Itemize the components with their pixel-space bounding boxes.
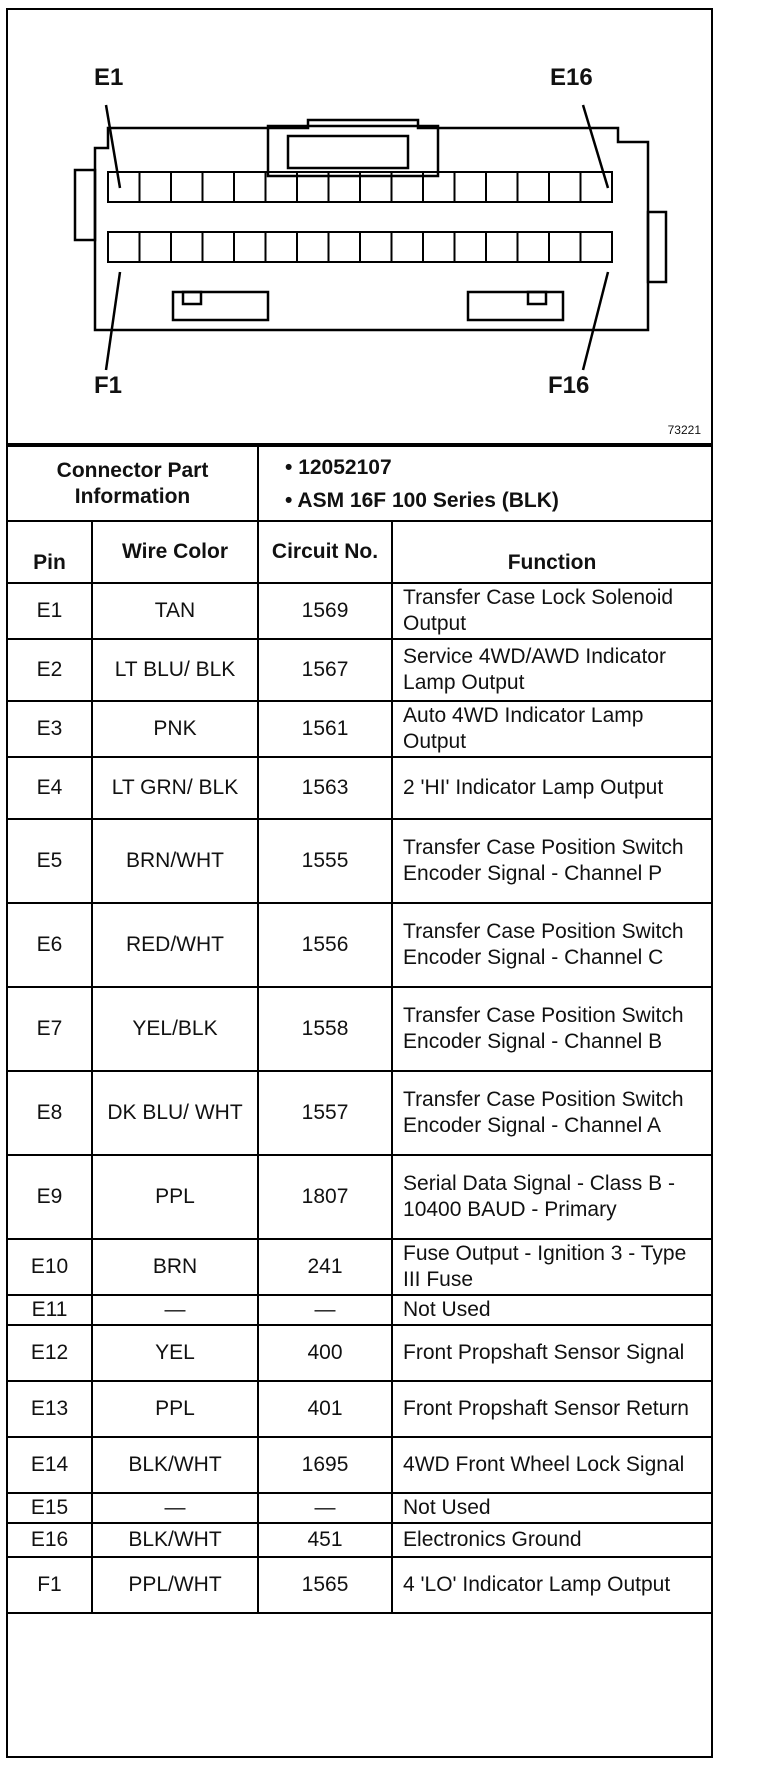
- function-cell: Service 4WD/AWD Indicator Lamp Output: [392, 639, 711, 701]
- circuit-cell: 1567: [258, 639, 392, 701]
- table-row: [8, 987, 711, 1071]
- function-cell: Not Used: [392, 1295, 711, 1325]
- table-row: [8, 757, 711, 819]
- function-cell: Not Used: [392, 1493, 711, 1523]
- function-cell: Transfer Case Position Switch Encoder Signal - Channel B: [392, 987, 711, 1071]
- table-row: [8, 1155, 711, 1239]
- connector-cavity: [360, 232, 392, 262]
- circuit-cell: 1563: [258, 757, 392, 819]
- connector-cavity: [455, 172, 487, 202]
- connector-cavity: [108, 172, 140, 202]
- function-cell: Serial Data Signal - Class B - 10400 BAUD - Primary: [392, 1155, 711, 1239]
- function-cell: Front Propshaft Sensor Signal: [392, 1325, 711, 1381]
- function-cell: Electronics Ground: [392, 1523, 711, 1557]
- circuit-cell: 1569: [258, 583, 392, 639]
- pin-cell: E2: [8, 639, 92, 701]
- connector-diagram: [8, 10, 711, 445]
- connector-cavity: [486, 232, 518, 262]
- header-function: Function: [392, 521, 711, 583]
- function-cell: 2 'HI' Indicator Lamp Output: [392, 757, 711, 819]
- wire-color-cell: —: [92, 1295, 258, 1325]
- pin-cell: E11: [8, 1295, 92, 1325]
- table-row: [8, 1325, 711, 1381]
- circuit-cell: 1555: [258, 819, 392, 903]
- label-f1: F1: [94, 372, 123, 399]
- connector-cavity: [203, 232, 235, 262]
- connector-cavity: [171, 232, 203, 262]
- function-cell: 4WD Front Wheel Lock Signal: [392, 1437, 711, 1493]
- connector-cavity: [518, 172, 550, 202]
- connector-cavity: [423, 232, 455, 262]
- connector-cavity: [581, 232, 613, 262]
- function-cell: 4 'LO' Indicator Lamp Output: [392, 1557, 711, 1613]
- wire-color-cell: RED/WHT: [92, 903, 258, 987]
- pin-cell: E13: [8, 1381, 92, 1437]
- table-row: [8, 1295, 711, 1325]
- function-cell: Front Propshaft Sensor Return: [392, 1381, 711, 1437]
- header-pin: Pin: [8, 521, 92, 583]
- table-row: [8, 639, 711, 701]
- table-row: [8, 1381, 711, 1437]
- connector-cavity: [234, 232, 266, 262]
- circuit-cell: 241: [258, 1239, 392, 1295]
- pin-cell: E7: [8, 987, 92, 1071]
- wire-color-cell: DK BLU/ WHT: [92, 1071, 258, 1155]
- circuit-cell: 1556: [258, 903, 392, 987]
- pin-cell: E4: [8, 757, 92, 819]
- connector-info-values: [258, 446, 711, 521]
- pin-cell: E14: [8, 1437, 92, 1493]
- pin-cell: E6: [8, 903, 92, 987]
- connector-document: [6, 8, 713, 1758]
- connector-cavity: [140, 232, 172, 262]
- wire-color-cell: LT GRN/ BLK: [92, 757, 258, 819]
- pin-cell: E3: [8, 701, 92, 757]
- circuit-cell: —: [258, 1493, 392, 1523]
- label-e1: E1: [94, 64, 124, 91]
- table-row: [8, 1239, 711, 1295]
- table-row: [8, 903, 711, 987]
- wire-color-cell: LT BLU/ BLK: [92, 639, 258, 701]
- circuit-cell: 401: [258, 1381, 392, 1437]
- wire-color-cell: YEL/BLK: [92, 987, 258, 1071]
- pin-cell: E8: [8, 1071, 92, 1155]
- connector-cavity: [203, 172, 235, 202]
- connector-cavity: [392, 232, 424, 262]
- table-row: [8, 819, 711, 903]
- label-e16: E16: [550, 64, 593, 91]
- header-wire-color: Wire Color: [92, 521, 258, 583]
- function-cell: Transfer Case Position Switch Encoder Signal - Channel A: [392, 1071, 711, 1155]
- table-row: [8, 1523, 711, 1557]
- connector-cavity: [234, 172, 266, 202]
- wire-color-cell: PNK: [92, 701, 258, 757]
- pin-cell: E10: [8, 1239, 92, 1295]
- wire-color-cell: —: [92, 1493, 258, 1523]
- pin-cell: F1: [8, 1557, 92, 1613]
- wire-color-cell: YEL: [92, 1325, 258, 1381]
- circuit-cell: 1807: [258, 1155, 392, 1239]
- table-row: [8, 701, 711, 757]
- circuit-cell: 1557: [258, 1071, 392, 1155]
- connector-cavity: [140, 172, 172, 202]
- pin-cell: E9: [8, 1155, 92, 1239]
- function-cell: Transfer Case Position Switch Encoder Signal - Channel C: [392, 903, 711, 987]
- connector-cavity: [171, 172, 203, 202]
- circuit-cell: 400: [258, 1325, 392, 1381]
- function-cell: Transfer Case Position Switch Encoder Signal - Channel P: [392, 819, 711, 903]
- connector-cavity: [486, 172, 518, 202]
- table-row: [8, 1437, 711, 1493]
- connector-cavity: [549, 172, 581, 202]
- table-row: [8, 583, 711, 639]
- connector-cavity: [455, 232, 487, 262]
- wire-color-cell: PPL/WHT: [92, 1557, 258, 1613]
- wire-color-cell: BLK/WHT: [92, 1523, 258, 1557]
- header-row: [8, 521, 711, 583]
- wire-color-cell: TAN: [92, 583, 258, 639]
- label-f16: F16: [548, 372, 590, 399]
- wire-color-cell: BLK/WHT: [92, 1437, 258, 1493]
- connector-cavity: [266, 232, 298, 262]
- pin-cell: E5: [8, 819, 92, 903]
- connector-series: • ASM 16F 100 Series (BLK): [285, 488, 559, 512]
- connector-info-row: [8, 446, 711, 521]
- connector-cavity: [297, 232, 329, 262]
- pin-cell: E1: [8, 583, 92, 639]
- figure-number: 73221: [667, 423, 701, 437]
- connector-cavity: [108, 232, 140, 262]
- circuit-cell: 1565: [258, 1557, 392, 1613]
- connector-info-label: Connector Part Information: [8, 446, 258, 521]
- circuit-cell: 1695: [258, 1437, 392, 1493]
- connector-cavity: [549, 232, 581, 262]
- wire-color-cell: PPL: [92, 1155, 258, 1239]
- header-circuit-no: Circuit No.: [258, 521, 392, 583]
- connector-cavity: [518, 232, 550, 262]
- function-cell: Auto 4WD Indicator Lamp Output: [392, 701, 711, 757]
- pin-cell: E16: [8, 1523, 92, 1557]
- connector-part-number: • 12052107: [285, 455, 392, 479]
- pinout-table: [8, 445, 711, 1614]
- function-cell: Fuse Output - Ignition 3 - Type III Fuse: [392, 1239, 711, 1295]
- circuit-cell: 1558: [258, 987, 392, 1071]
- circuit-cell: 451: [258, 1523, 392, 1557]
- function-cell: Transfer Case Lock Solenoid Output: [392, 583, 711, 639]
- table-row: [8, 1071, 711, 1155]
- wire-color-cell: PPL: [92, 1381, 258, 1437]
- pin-cell: E12: [8, 1325, 92, 1381]
- wire-color-cell: BRN/WHT: [92, 819, 258, 903]
- table-row: [8, 1493, 711, 1523]
- circuit-cell: —: [258, 1295, 392, 1325]
- circuit-cell: 1561: [258, 701, 392, 757]
- table-row: [8, 1557, 711, 1613]
- connector-cavity: [329, 232, 361, 262]
- wire-color-cell: BRN: [92, 1239, 258, 1295]
- pin-cell: E15: [8, 1493, 92, 1523]
